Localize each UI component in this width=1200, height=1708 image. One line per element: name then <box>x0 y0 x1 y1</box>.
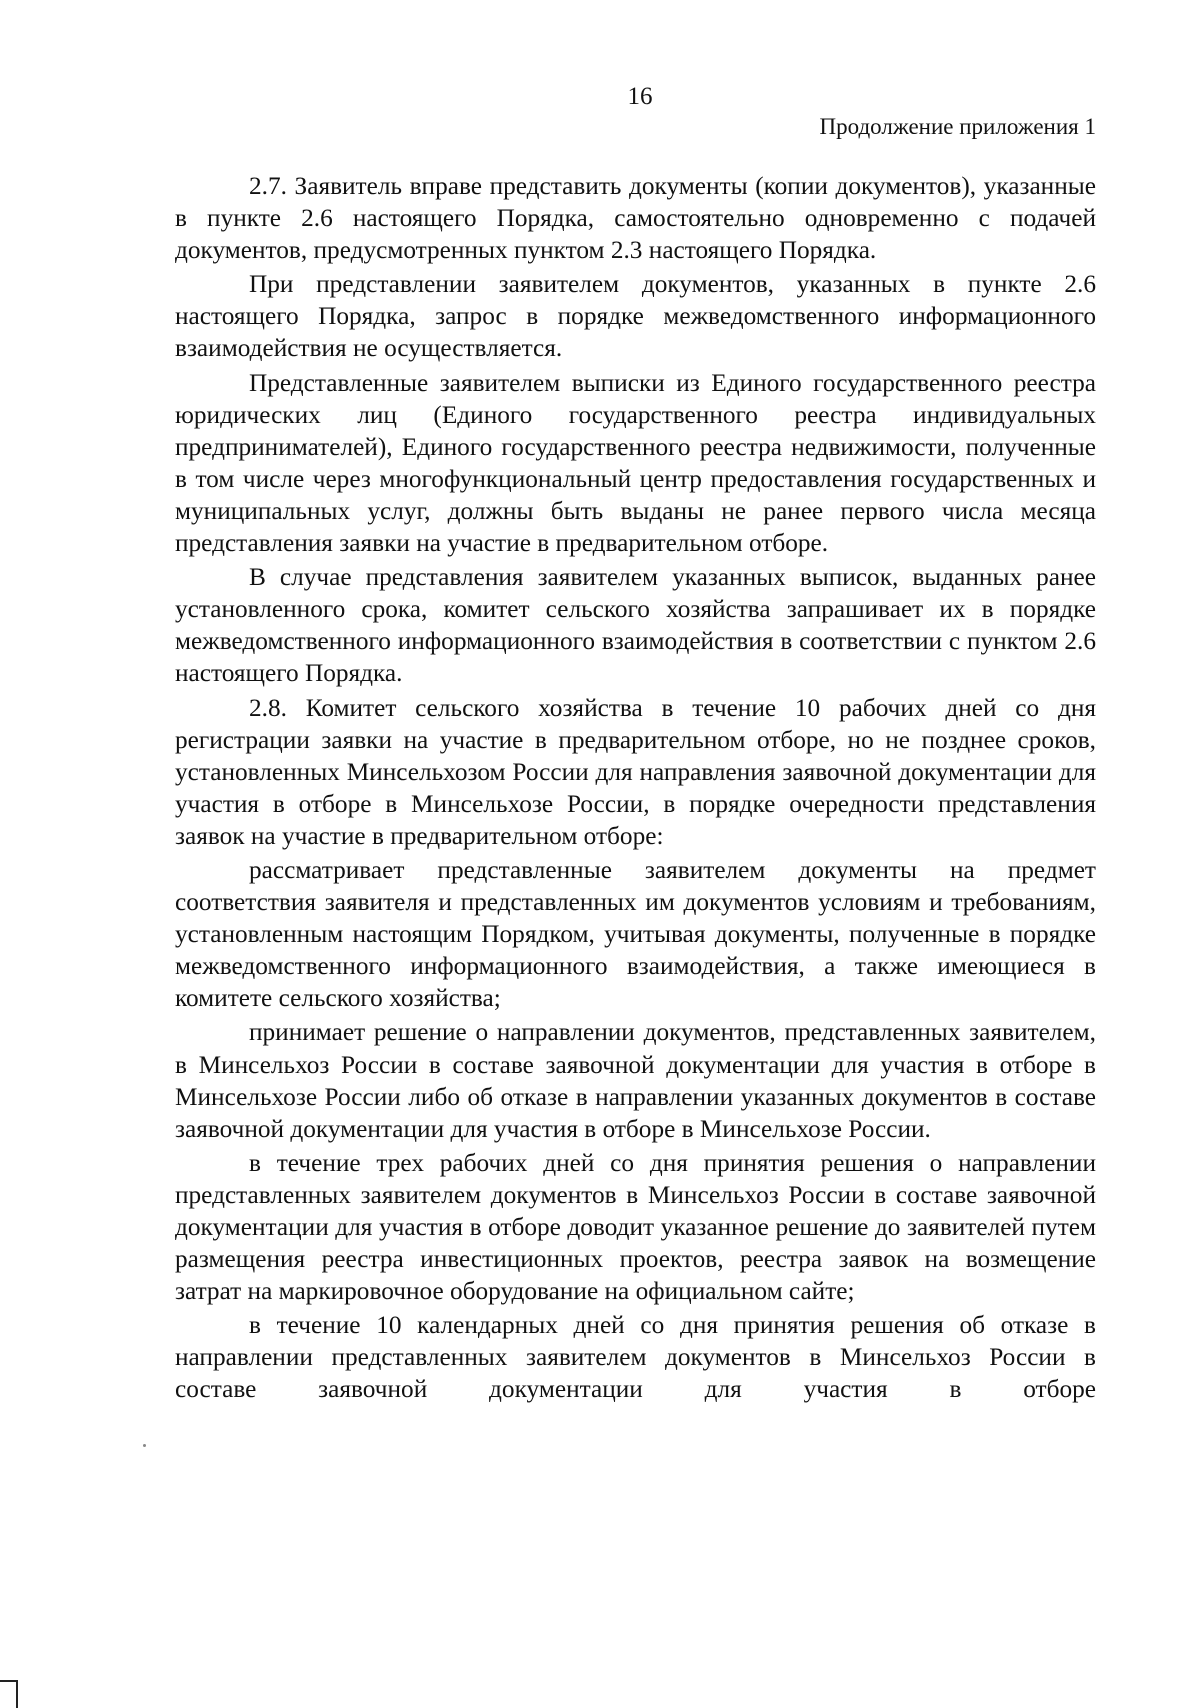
paragraph-registry-extracts: Представленные заявителем выписки из Единого государственного реестра юридических лиц (Единого государственного реестра индивидуальных предпринимателей), Единого государственного реестра недвижимости, полученные в том числе через многофункциональный центр предоставления государственных и муниципальных услуг, должны быть выданы не ранее первого числа месяца представления заявки на участие в предварительном отборе. <box>175 368 1096 558</box>
paragraph-expired-extracts: В случае представления заявителем указанных выписок, выданных ранее установленного срока, комитет сельского хозяйства запрашивает их в порядке межведомственного информационного взаимодействия в соответствии с пунктом 2.6 настоящего Порядка. <box>175 563 1096 688</box>
paragraph-2-8: 2.8. Комитет сельского хозяйства в течение 10 рабочих дней со дня регистрации заявки на участие в предварительном отборе, но не позднее сроков, установленных Минсельхозом России для направления заявочной документации для участия в отборе в Минсельхозе России, в порядке очередности представления заявок на участие в предварительном отборе: <box>175 693 1096 850</box>
paragraph-2-7: 2.7. Заявитель вправе представить документы (копии документов), указанные в пункте 2.6 настоящего Порядка, самостоятельно одновременно с подачей документов, предусмотренных пунктом 2.3 настоящего Порядка. <box>175 172 1096 265</box>
paragraph-reviews-documents: рассматривает представленные заявителем документы на предмет соответствия заявителя и представленных им документов условиям и требованиям, установленным настоящим Порядком, учитывая документы, полученные в порядке межведомственного информационного взаимодействия, а также имеющиеся в комитете сельского хозяйства; <box>175 855 1096 1013</box>
paragraph-three-days-notice: в течение трех рабочих дней со дня принятия решения о направлении представленных заявителем документов в Минсельхоз России в составе заявочной документации для участия в отборе доводит указанное решение до заявителей путем размещения реестра инвестиционных проектов, реестра заявок на возмещение затрат на маркировочное оборудование на официальном сайте; <box>175 1148 1096 1306</box>
continuation-label: Продолжение приложения 1 <box>819 114 1096 139</box>
paragraph-makes-decision: принимает решение о направлении документов, представленных заявителем, в Минсельхоз России в составе заявочной документации для участия в отборе в Минсельхозе России либо об отказе в направлении указанных документов в составе заявочной документации для участия в отборе в Минсельхозе России. <box>175 1018 1096 1143</box>
page-number: 16 <box>627 83 653 110</box>
scan-corner-mark <box>0 1680 18 1708</box>
paragraph-request-not-made: При представлении заявителем документов, указанных в пункте 2.6 настоящего Порядка, запрос в порядке межведомственного информационного взаимодействия не осуществляется. <box>175 270 1096 363</box>
paragraph-ten-days-refusal: в течение 10 календарных дней со дня принятия решения об отказе в направлении представленных заявителем документов в Минсельхоз России в составе заявочной документации для участия в отборе <box>175 1311 1096 1404</box>
document-body <box>175 170 1096 1406</box>
scan-dot <box>143 1444 146 1447</box>
